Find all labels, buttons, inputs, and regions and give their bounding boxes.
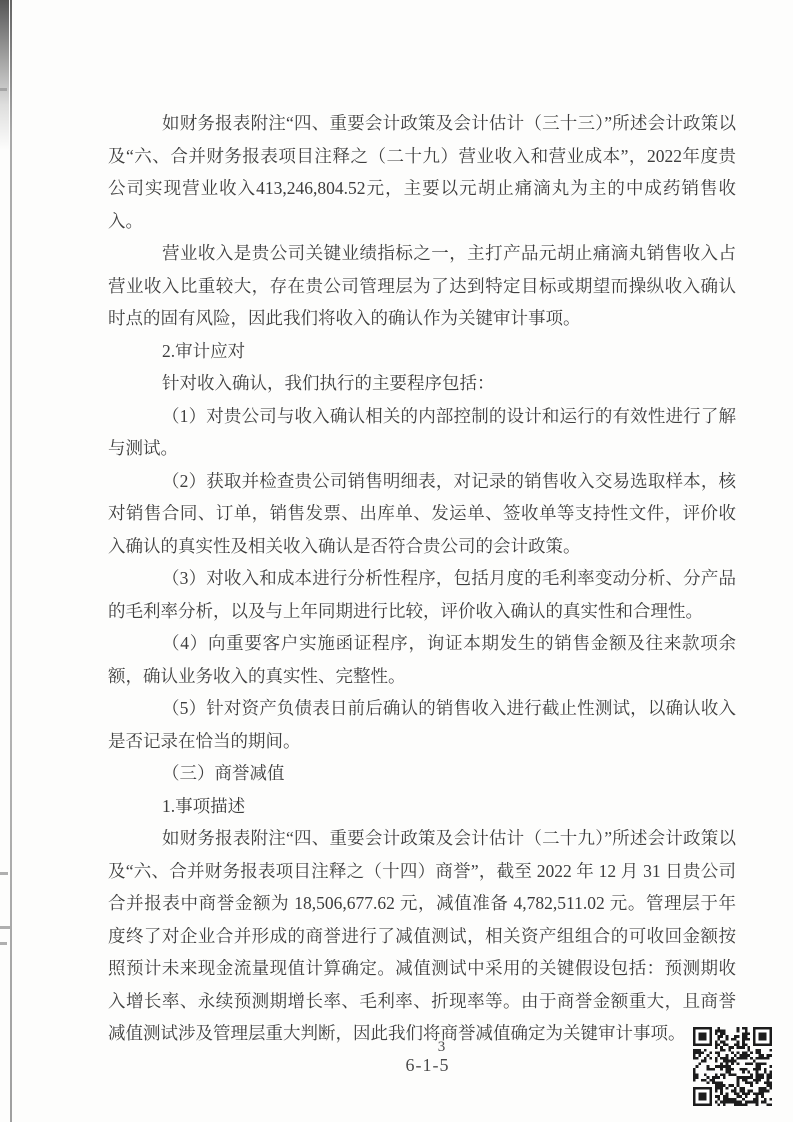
paragraph-procedure-5: （5）针对资产负债表日前后确认的销售收入进行截止性测试，以确认收入是否记录在恰当的期间。 xyxy=(108,698,736,751)
scan-edge-artifact xyxy=(10,0,12,1122)
paragraph-goodwill-detail: 如财务报表附注“四、重要会计政策及会计估计（二十九）”所述会计政策以及“六、合并财务报表项目注释之（十四）商誉”，截至 2022 年 12 月 31 日贵公司合并报表中商誉金额为 18,506,677.62 元，减值准备 4,782,511.02 元。管理层于年度终了对企业合并形成的商誉进行了减值测试，相关资产组组合的可收回金额按照预计未来现金流量现值计算确定。减值测试中采用的关键假设包括：预测期收入增长率、永续预测期增长率、毛利率、折现率等。由于商誉金额重大，且商誉减值测试涉及管理层重大判断，因此我们将商誉减值确定为关键审计事项。 xyxy=(108,828,736,1043)
heading-goodwill-impairment: （三）商誉减值 xyxy=(162,763,285,783)
page-number: 3 xyxy=(437,1039,446,1055)
scan-mark-artifact xyxy=(0,88,7,91)
scan-mark-artifact xyxy=(0,926,10,929)
paragraph-procedure-3: （3）对收入和成本进行分析性程序，包括月度的毛利率变动分析、分产品的毛利率分析，以及与上年同期进行比较，评价收入确认的真实性和合理性。 xyxy=(108,568,736,621)
scan-mark-artifact xyxy=(0,942,7,945)
page-footer xyxy=(31,1040,793,1075)
heading-matter-description: 1.事项描述 xyxy=(162,795,246,816)
paragraph-procedure-4: （4）向重要客户实施函证程序，询证本期发生的销售金额及往来款项余额，确认业务收入的真实性、完整性。 xyxy=(108,633,736,686)
paragraph-revenue-risk: 营业收入是贵公司关键业绩指标之一，主打产品元胡止痛滴丸销售收入占营业收入比重较大，存在贵公司管理层为了达到特定目标或期望而操纵收入确认时点的固有风险，因此我们将收入的确认作为关键审计事项。 xyxy=(108,243,736,328)
page-footer-code: 6-1-5 xyxy=(405,1055,450,1075)
scan-mark-artifact xyxy=(0,872,8,875)
paragraph-revenue-policy: 如财务报表附注“四、重要会计政策及会计估计（三十三）”所述会计政策以及“六、合并财务报表项目注释之（二十九）营业收入和营业成本”，2022年度贵公司实现营业收入413,246,804.52元，主要以元胡止痛滴丸为主的中成药销售收入。 xyxy=(108,113,736,231)
paragraph-procedure-1: （1）对贵公司与收入确认相关的内部控制的设计和运行的有效性进行了解与测试。 xyxy=(108,405,736,458)
paragraph-procedure-2: （2）获取并检查贵公司销售明细表，对记录的销售收入交易选取样本，核对销售合同、订单，销售发票、出库单、发运单、签收单等支持性文件，评价收入确认的真实性及相关收入确认是否符合贵公司的会计政策。 xyxy=(108,470,736,556)
heading-audit-response: 2.审计应对 xyxy=(162,340,246,361)
scan-corner-artifact xyxy=(0,0,9,150)
qr-code-icon xyxy=(690,1027,775,1106)
document-body xyxy=(108,107,736,1050)
paragraph-procedures-intro: 针对收入确认，我们执行的主要程序包括： xyxy=(162,373,495,393)
